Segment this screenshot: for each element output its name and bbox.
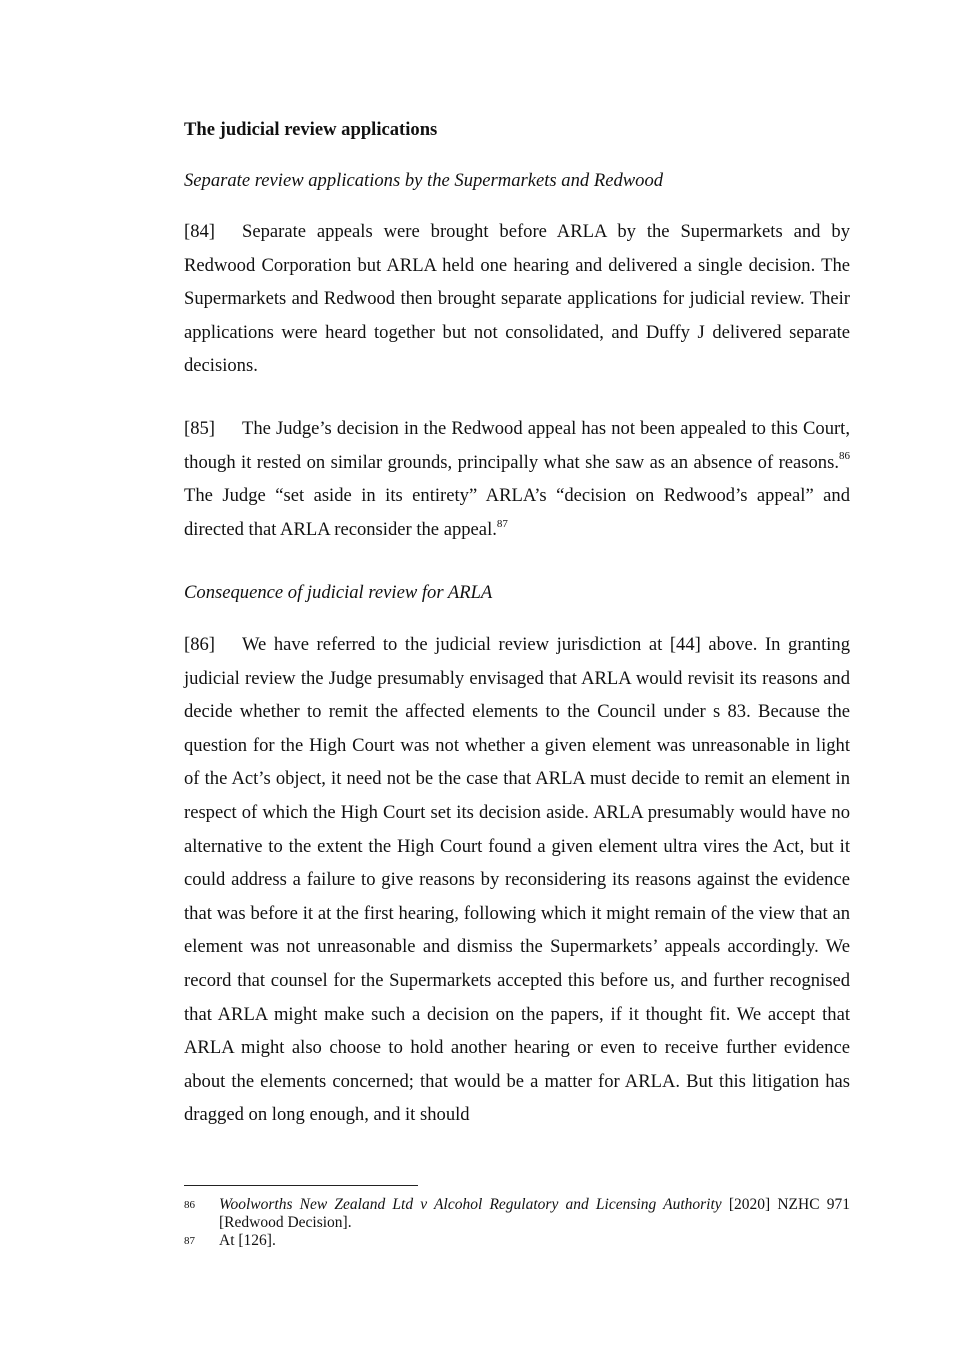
footnote-divider (184, 1185, 418, 1186)
footnote-87 (184, 1232, 850, 1250)
paragraph-85 (184, 412, 859, 546)
paragraph-text: Separate appeals were brought before ARLA by the Supermarkets and by Redwood Corporation but ARLA held one hearing and delivered a single decision. The Supermarkets and Redwood then brought separate applications for judicial review. Their applications were heard together but not consolidated, and Duffy J delivered separate decisions. (184, 221, 850, 377)
footnote-number: 87 (184, 1235, 195, 1247)
paragraph-text: The Judge’s decision in the Redwood appeal has not been appealed to this Court, though it rested on similar grounds, principally what she saw as an absence of reasons. (184, 418, 850, 473)
footnote-86 (184, 1196, 850, 1232)
section-heading: The judicial review applications (184, 119, 438, 140)
paragraph-number: [86] (184, 634, 215, 655)
footnote-text: At [126]. (219, 1232, 276, 1249)
paragraph-number: [85] (184, 418, 215, 439)
paragraph-text: We have referred to the judicial review jurisdiction at [44] above. In granting judicial review the Judge presumably envisaged that ARLA would revisit its reasons and decide whether to remit the affected elements to the Council under s 83. Because the question for the High Court was not whether a given element was unreasonable in light of the Act’s object, it need not be the case that ARLA must decide to remit an element in respect of which the High Court set its decision aside. ARLA presumably would have no alternative to the extent the High Court found a given element ultra vires the Act, but it could address a failure to give reasons by reconsidering its reasons against the evidence that was before it at the first hearing, following which it might remain of the view that an element was not unreasonable and dismiss the Supermarkets’ appeals accordingly. We record that counsel for the Supermarkets accepted this before us, and further recognised that ARLA might make such a decision on the papers, if it thought fit. We accept that ARLA might also choose to hold another hearing or even to receive further evidence about the elements concerned; that would be a matter for ARLA. But this litigation has dragged on long enough, and it should (184, 634, 850, 1126)
footnote-ref-87[interactable]: 87 (496, 517, 508, 530)
paragraph-number: [84] (184, 221, 215, 242)
footnote-ref-86[interactable]: 86 (839, 450, 850, 463)
paragraph-86 (184, 628, 850, 1132)
subheading-separate-review: Separate review applications by the Supermarkets and Redwood (184, 170, 664, 191)
case-name: Woolworths New Zealand Ltd v Alcohol Regulatory and Licensing Authority (219, 1196, 722, 1213)
paragraph-text: The Judge “set aside in its entirety” ARLA’s “decision on Redwood’s appeal” and directed that ARLA reconsider the appeal. (184, 451, 859, 540)
footnote-number: 86 (184, 1199, 195, 1211)
paragraph-84 (184, 215, 850, 383)
subheading-consequence: Consequence of judicial review for ARLA (184, 582, 493, 603)
citation: [2020] NZHC 971 [Redwood Decision]. (219, 1196, 850, 1231)
